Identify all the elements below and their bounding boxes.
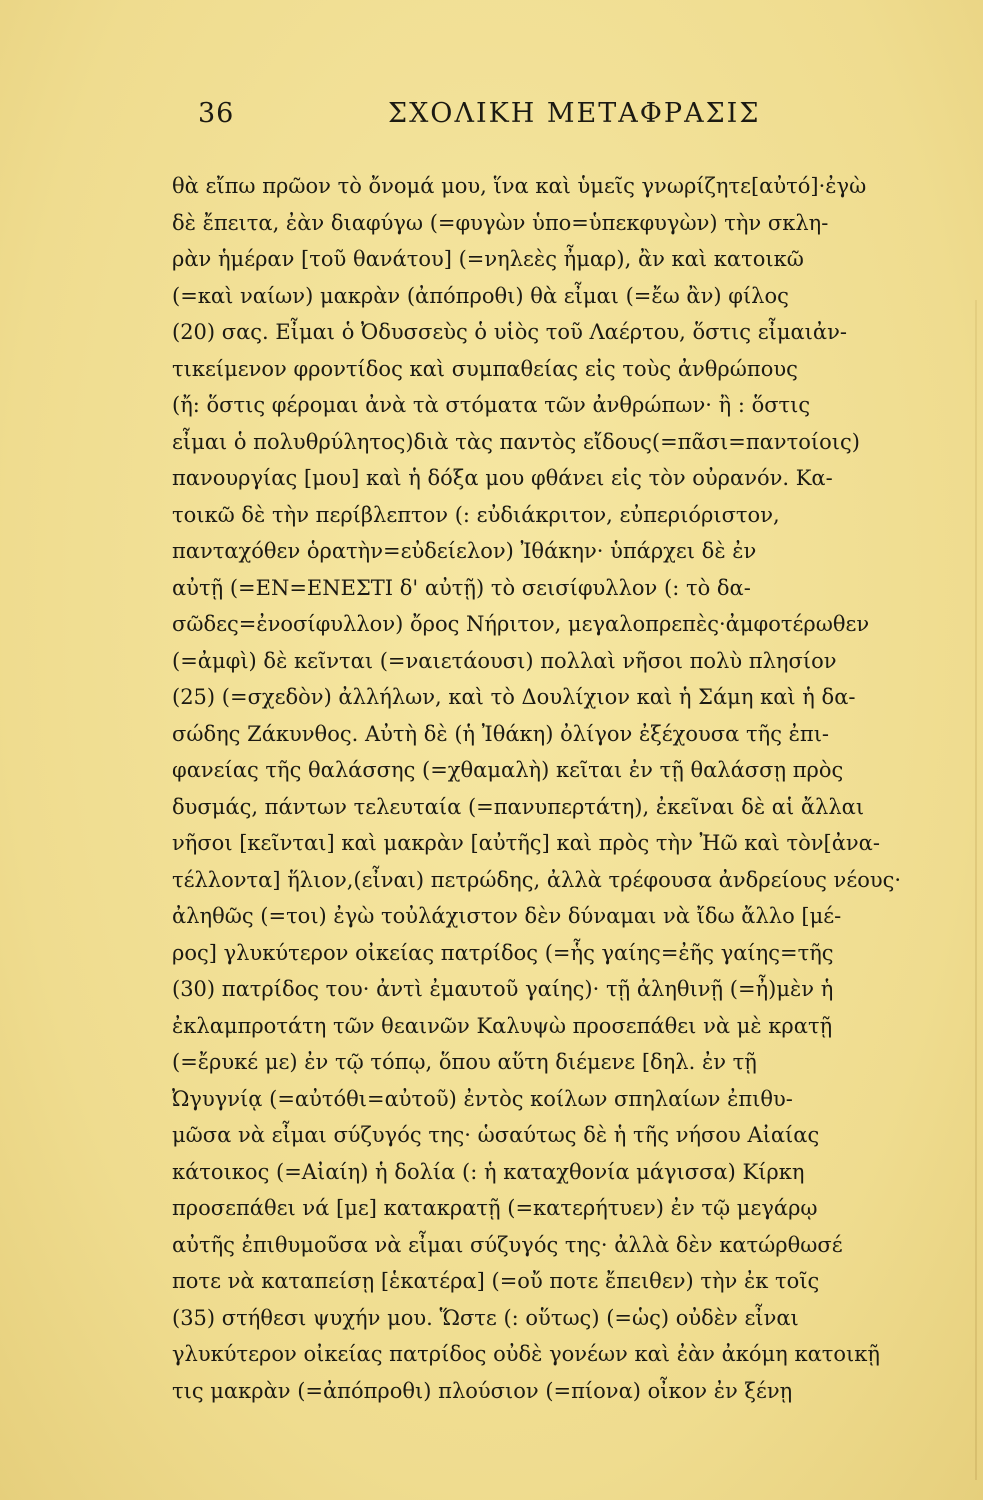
text-line <box>172 424 940 461</box>
page-header <box>198 98 938 138</box>
text-line-content: (=καὶ ναίων) μακρὰν (ἀπόπροθι) θὰ εἶμαι (=ἔω ἂν) φίλος <box>172 283 789 308</box>
text-line-content: κάτοικος (=Αἰαίη) ἡ δολία (: ἡ καταχθονία μάγισσα) Κίρκη <box>172 1159 805 1184</box>
text-line <box>172 1336 940 1373</box>
text-line <box>172 1117 940 1154</box>
text-line <box>172 1300 940 1337</box>
text-line <box>172 278 940 315</box>
text-line <box>172 716 940 753</box>
text-line <box>172 1154 940 1191</box>
text-line <box>172 789 940 826</box>
text-line-content: (=ἔρυκέ με) ἐν τῷ τόπῳ, ὅπου αὕτη διέμενε [δηλ. ἐν τῇ <box>172 1050 757 1074</box>
text-line <box>172 168 940 205</box>
text-line <box>172 497 940 534</box>
text-line-content: μῶσα νὰ εἶμαι σύζυγός της· ὡσαύτως δὲ ἡ τῆς νήσου Αἰαίας <box>172 1123 820 1147</box>
text-line-content: ἐκλαμπροτάτη τῶν θεαινῶν Καλυψὼ προσεπάθει νὰ μὲ κρατῇ <box>172 1013 833 1038</box>
text-line-content: τοικῶ δὲ τὴν περίβλεπτον (: εὐδιάκριτον, εὐπεριόριστον, <box>172 502 780 527</box>
text-line-content: (ἤ: ὅστις φέρομαι ἀνὰ τὰ στόματα τῶν ἀνθρώπων· ἢ : ὅστις <box>172 393 811 417</box>
text-line <box>172 898 940 935</box>
text-line-content: ἀληθῶς (=τοι) ἐγὼ τοὐλάχιστον δὲν δύναμαι νὰ ἴδω ἄλλο [μέ- <box>172 904 842 928</box>
text-line-content: ρος] γλυκύτερον οἰκείας πατρίδος (=ἧς γαίης=ἐῆς γαίης=τῆς <box>172 940 834 965</box>
text-line-content: θὰ εἴπω πρῶον τὸ ὄνομά μου, ἵνα καὶ ὑμεῖς γνωρίζητε[αὐτό]·ἐγὼ <box>172 174 867 198</box>
translation-text <box>172 168 940 1409</box>
text-line-content: αὐτῇ (=ΕΝ=ΕΝΕΣΤΙ δ' αὐτῇ) τὸ σεισίφυλλον (: τὸ δα- <box>172 575 751 600</box>
text-line <box>172 1263 940 1300</box>
text-line <box>172 752 940 789</box>
text-line-content: φανείας τῆς θαλάσσης (=χθαμαλὴ) κεῖται ἐν τῇ θαλάσσῃ πρὸς <box>172 758 844 782</box>
page-edge-shadow <box>975 300 977 1480</box>
text-line-content: γλυκύτερον οἰκείας πατρίδος οὐδὲ γονέων καὶ ἐὰν ἀκόμη κατοικῇ <box>172 1342 880 1366</box>
text-line <box>172 825 940 862</box>
text-line-content: εἶμαι ὁ πολυθρύλητος)διὰ τὰς παντὸς εἴδους(=πᾶσι=παντοίοις) <box>172 429 860 454</box>
text-line-content: τέλλοντα] ἥλιον,(εἶναι) πετρώδης, ἀλλὰ τρέφουσα ἀνδρείους νέους· <box>172 867 902 892</box>
text-line <box>172 1373 940 1410</box>
text-line-content: πανταχόθεν ὁρατὴν=εὐδείελον) Ἰθάκην· ὑπάρχει δὲ ἐν <box>172 539 757 563</box>
text-line <box>172 241 940 278</box>
text-line-content: δυσμάς, πάντων τελευταία (=πανυπερτάτη), ἐκεῖναι δὲ αἱ ἄλλαι <box>172 794 865 819</box>
text-line <box>172 1081 940 1118</box>
text-line <box>172 314 940 351</box>
text-line-content: τις μακρὰν (=ἀπόπροθι) πλούσιον (=πίονα) οἶκον ἐν ξένῃ <box>172 1378 793 1403</box>
page-number: 36 <box>198 98 235 129</box>
text-line-content: (25) (=σχεδὸν) ἀλλήλων, καὶ τὸ Δουλίχιον καὶ ἡ Σάμη καὶ ἡ δα- <box>172 685 856 709</box>
text-line <box>172 387 940 424</box>
text-line <box>172 643 940 680</box>
text-line-content: τικείμενον φροντίδος καὶ συμπαθείας εἰς τοὺς ἀνθρώπους <box>172 356 798 381</box>
text-line <box>172 533 940 570</box>
text-line <box>172 971 940 1008</box>
text-line-content: αὐτῆς ἐπιθυμοῦσα νὰ εἶμαι σύζυγός της· ἀλλὰ δὲν κατώρθωσέ <box>172 1232 843 1257</box>
text-line-content: (30) πατρίδος του· ἀντὶ ἐμαυτοῦ γαίης)· τῇ ἀληθινῇ (=ἦ)μὲν ἡ <box>172 977 834 1001</box>
text-line <box>172 1227 940 1264</box>
text-line <box>172 460 940 497</box>
text-line-content: (=ἀμφὶ) δὲ κεῖνται (=ναιετάουσι) πολλαὶ νῆσοι πολὺ πλησίον <box>172 648 837 673</box>
text-line <box>172 606 940 643</box>
text-line-content: σώδης Ζάκυνθος. Αὐτὴ δὲ (ἡ Ἰθάκη) ὀλίγον ἐξέχουσα τῆς ἐπι- <box>172 721 830 746</box>
text-line-content: προσεπάθει νά [με] κατακρατῇ (=κατερήτυεν) ἐν τῷ μεγάρῳ <box>172 1196 818 1220</box>
text-line-content: ρὰν ἡμέραν [τοῦ θανάτου] (=νηλεὲς ἦμαρ), ἂν καὶ κατοικῶ <box>172 247 804 271</box>
text-line-content: πανουργίας [μου] καὶ ἡ δόξα μου φθάνει εἰς τὸν οὐρανόν. Κα- <box>172 466 833 490</box>
text-line <box>172 862 940 899</box>
text-line-content: Ὠγυγνίᾳ (=αὐτόθι=αὐτοῦ) ἐντὸς κοίλων σπηλαίων ἐπιθυ- <box>172 1086 793 1111</box>
text-line-content: σῶδες=ἐνοσίφυλλον) ὄρος Νήριτον, μεγαλοπρεπὲς·ἀμφοτέρωθεν <box>172 612 870 636</box>
running-title: ΣΧΟΛΙΚΗ ΜΕΤΑΦΡΑΣΙΣ <box>388 98 761 129</box>
text-line <box>172 1008 940 1045</box>
text-line <box>172 351 940 388</box>
text-line-content: νῆσοι [κεῖνται] καὶ μακρὰν [αὐτῆς] καὶ πρὸς τὴν Ἠῶ καὶ τὸν[ἀνα- <box>172 831 880 855</box>
text-line <box>172 1190 940 1227</box>
text-line <box>172 679 940 716</box>
text-line <box>172 205 940 242</box>
text-line-content: (20) σας. Εἶμαι ὁ Ὀδυσσεὺς ὁ υἱὸς τοῦ Λαέρτου, ὅστις εἶμαιἀν- <box>172 320 847 344</box>
text-line-content: (35) στήθεσι ψυχήν μου. Ὥστε (: οὕτως) (=ὡς) οὐδὲν εἶναι <box>172 1305 799 1330</box>
text-line-content: ποτε νὰ καταπείσῃ [ἑκατέρα] (=οὔ ποτε ἔπειθεν) τὴν ἐκ τοῖς <box>172 1269 820 1293</box>
text-line-content: δὲ ἔπειτα, ἐὰν διαφύγω (=φυγὼν ὑπο=ὑπεκφυγὼν) τὴν σκλη- <box>172 210 829 235</box>
text-line <box>172 1044 940 1081</box>
text-line <box>172 935 940 972</box>
text-line <box>172 570 940 607</box>
